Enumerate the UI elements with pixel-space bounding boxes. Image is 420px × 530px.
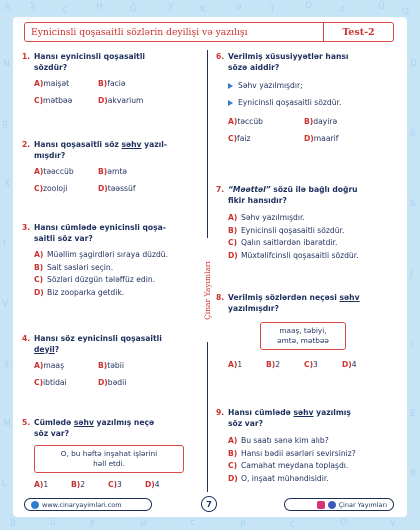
option-d[interactable]: D)4 bbox=[342, 360, 357, 369]
question-number: 7. bbox=[216, 185, 225, 194]
question-number: 4. bbox=[22, 334, 31, 343]
instagram-icon bbox=[317, 501, 325, 509]
question-number: 9. bbox=[216, 408, 225, 417]
option-b[interactable]: B)2 bbox=[71, 480, 86, 489]
option-a[interactable]: A)təccüb bbox=[228, 117, 263, 126]
test-label: Test-2 bbox=[323, 23, 393, 41]
sentence-box: O, bu həftə inşahat işlərini həll etdi. bbox=[34, 445, 184, 473]
question-9: 9. Hansı cümlədə səhv yazılmış söz var? A) Bu saatı sənə kim alıb? B) Hansı bədii əsərləri sevirsiniz? C) Camahat meydana toplaşdı. D) O, inşaat mühəndisidir. bbox=[216, 408, 401, 486]
option-d[interactable]: D)4 bbox=[145, 480, 160, 489]
option-c[interactable]: C)ibtidai bbox=[34, 377, 67, 387]
question-1: 1. Hansı eynicinsli qoşasaitli sözdür? A)maişət B)faciə C)mətbəə D)akvarium bbox=[22, 52, 197, 112]
option-d[interactable]: D)akvarium bbox=[98, 95, 144, 105]
page-number: 7 bbox=[201, 496, 217, 512]
word-box: maaş, təbiyi, əmtə, mətbəə bbox=[260, 322, 346, 350]
option-c[interactable]: C) Sözləri düzgün tələffüz edin. bbox=[34, 275, 156, 284]
question-3: 3. Hansı cümlədə eynicinsli qoşa- saitli söz var? A) Müəllim şagirdləri sıraya düzdü. B) Sait səsləri seçin. C) Sözləri düzgün tələffüz edin. D) Biz zooparka getdik. bbox=[22, 223, 200, 300]
option-d[interactable]: D)maarif bbox=[304, 133, 339, 143]
facebook-icon bbox=[328, 501, 336, 509]
option-c[interactable]: C) Camahat meydana toplaşdı. bbox=[228, 461, 349, 470]
option-a[interactable]: A)1 bbox=[228, 360, 243, 369]
option-d[interactable]: D) Biz zooparka getdik. bbox=[34, 287, 125, 297]
option-d[interactable]: D)bədii bbox=[98, 377, 127, 387]
question-5: 5. Cümlədə səhv yazılmış neçə söz var? O, bu həftə inşahat işlərini həll etdi. A)1 B)2 C)3 D)4 bbox=[22, 418, 200, 491]
option-a[interactable]: A)maaş bbox=[34, 361, 65, 370]
option-b[interactable]: B)dayirə bbox=[304, 117, 338, 126]
question-2: 2. Hansı qoşasaitli söz səhv yazıl- mışdır? A)təəccüb B)əmtə C)zooloji D)təəssüf bbox=[22, 140, 168, 193]
option-b[interactable]: B)təbii bbox=[98, 361, 124, 370]
social-link[interactable]: Çinar Yayımları bbox=[284, 498, 394, 511]
option-b[interactable]: B) Hansı bədii əsərləri sevirsiniz? bbox=[228, 448, 356, 458]
option-d[interactable]: D) O, inşaat mühəndisidir. bbox=[228, 473, 329, 483]
option-d[interactable]: D) Müxtəlifcinsli qoşasaitli sözdür. bbox=[228, 250, 359, 260]
option-a[interactable]: A) Səhv yazılmışdır. bbox=[228, 213, 305, 222]
option-c[interactable]: C)mətbəə bbox=[34, 95, 73, 105]
question-8: 8. Verilmiş sözlərdən neçəsi səhv yazılmışdır? maaş, təbiyi, əmtə, mətbəə A)1 B)2 C)3 D)4 bbox=[216, 293, 401, 371]
background-letter-pattern: A Ş ç H Ğ y K ə T Ö z Ü Q N ğ X İ V ş M L D ö S J ı E R B ü F Ə c P ç O Y bbox=[2, 1, 417, 530]
column-divider-top bbox=[207, 50, 208, 238]
question-number: 6. bbox=[216, 52, 225, 61]
option-a[interactable]: A) Müəllim şagirdləri sıraya düzdü. bbox=[34, 250, 169, 259]
header-bar bbox=[24, 22, 394, 42]
publisher-vertical-label: Çinar Yayımları bbox=[200, 240, 214, 340]
question-4: 4. Hansı söz eynicinsli qoşasaitli deyil? A)maaş B)təbii C)ibtidai D)bədii bbox=[22, 334, 162, 387]
option-b[interactable]: B)2 bbox=[266, 360, 281, 369]
question-number: 5. bbox=[22, 418, 31, 427]
option-a[interactable]: A) Bu saatı sənə kim alıb? bbox=[228, 436, 329, 445]
column-divider-bottom bbox=[207, 342, 208, 492]
question-number: 3. bbox=[22, 223, 31, 232]
option-d[interactable]: D)təəssüf bbox=[98, 183, 136, 193]
option-b[interactable]: B) Sait səsləri seçin. bbox=[34, 262, 114, 272]
option-c[interactable]: C)3 bbox=[304, 360, 318, 369]
question-7: 7. “Məəttəl” sözü ilə bağlı doğru fikir hansıdır? A) Səhv yazılmışdır. B) Eynicinsli qoşasaitli sözdür. C) Qalın saitlərdən ibarətdir. D) Müxtəlifcinsli qoşasaitli sözdür. bbox=[216, 185, 401, 263]
question-number: 1. bbox=[22, 52, 31, 61]
question-number: 8. bbox=[216, 293, 225, 302]
option-a[interactable]: A)maişət bbox=[34, 79, 70, 88]
worksheet-title: Eynicinsli qoşasaitli sözlərin deyilişi və yazılışı bbox=[31, 26, 248, 38]
arrow-bullet-icon bbox=[228, 100, 233, 106]
option-c[interactable]: C)faiz bbox=[228, 133, 251, 143]
website-link[interactable]: www.cinaryayimlari.com bbox=[24, 498, 152, 511]
globe-icon bbox=[31, 501, 39, 509]
arrow-bullet-icon bbox=[228, 83, 233, 89]
option-c[interactable]: C) Qalın saitlərdən ibarətdir. bbox=[228, 238, 338, 247]
option-b[interactable]: B)faciə bbox=[98, 79, 126, 88]
option-c[interactable]: C)zooloji bbox=[34, 183, 68, 193]
footer bbox=[24, 497, 394, 513]
option-a[interactable]: A)1 bbox=[34, 480, 49, 489]
option-b[interactable]: B)əmtə bbox=[98, 167, 127, 176]
question-number: 2. bbox=[22, 140, 31, 149]
option-b[interactable]: B) Eynicinsli qoşasaitli sözdür. bbox=[228, 225, 345, 235]
option-a[interactable]: A)təəccüb bbox=[34, 167, 74, 176]
question-6: 6. Verilmiş xüsusiyyətlər hansı sözə aiddir? Səhv yazılmışdır; Eynicinsli qoşasaitli sözdür. A)təccüb B)dayirə C)faiz D)maarif bbox=[216, 52, 396, 150]
option-c[interactable]: C)3 bbox=[108, 480, 122, 489]
